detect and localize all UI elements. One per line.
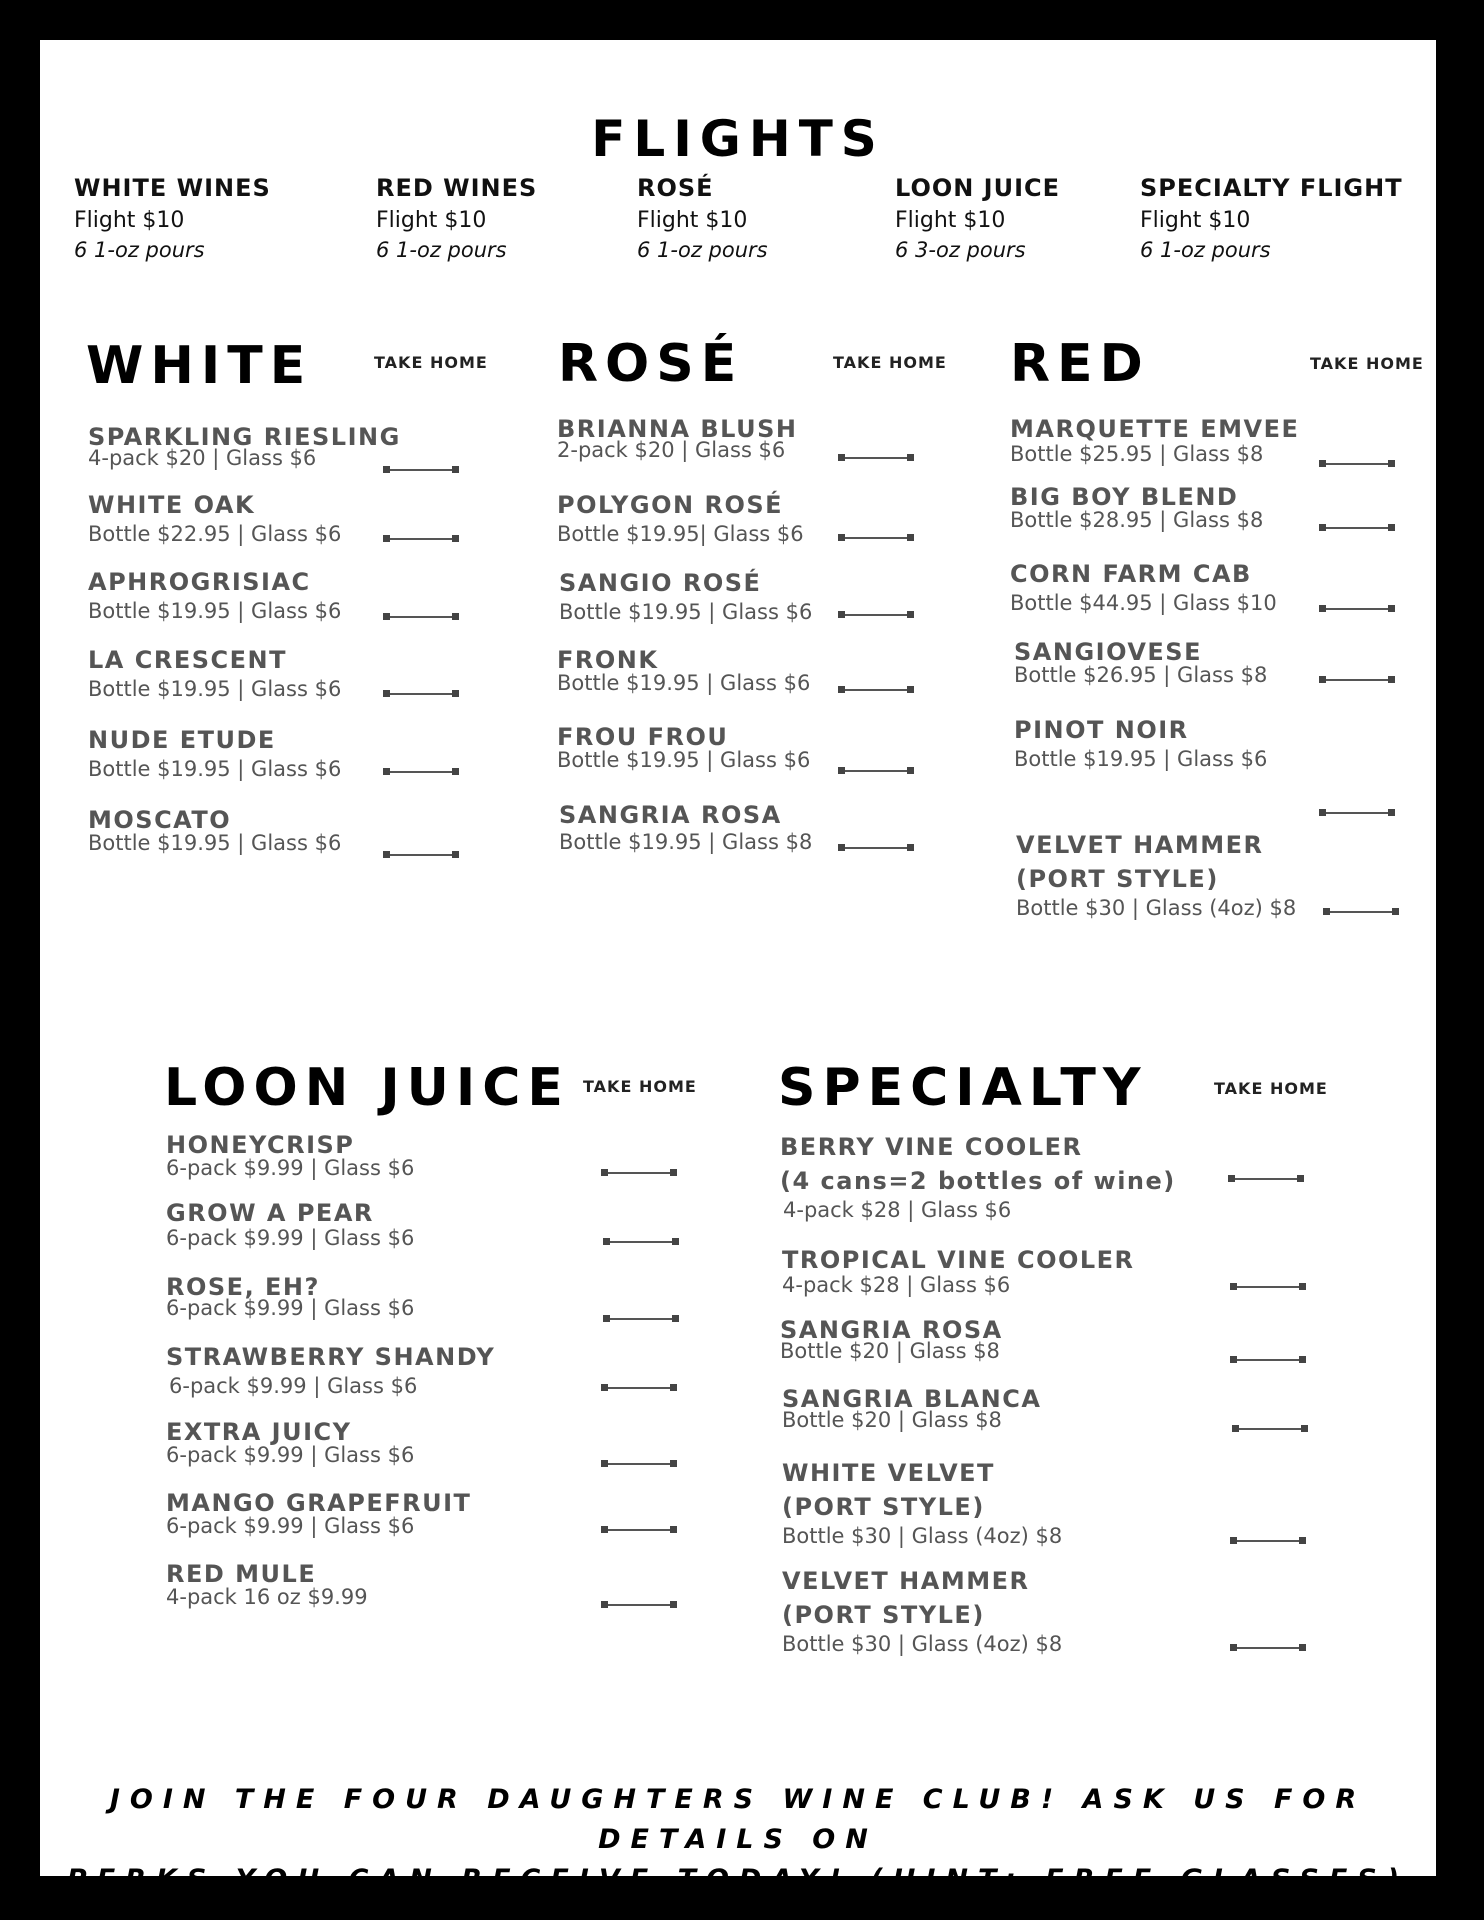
specialty-item bbox=[782, 1456, 1062, 1549]
item-price: Bottle $19.95| Glass $6 bbox=[557, 522, 804, 546]
flight-price: Flight $10 bbox=[376, 208, 487, 233]
item-price: Bottle $26.95 | Glass $8 bbox=[1014, 663, 1268, 687]
item-name: MARQUETTE EMVEE bbox=[1010, 415, 1300, 443]
take-home-line[interactable] bbox=[383, 851, 459, 859]
take-home-line[interactable] bbox=[1319, 605, 1395, 613]
item-name: SANGRIA BLANCA bbox=[782, 1385, 1042, 1413]
item-name: BIG BOY BLEND bbox=[1010, 483, 1239, 511]
item-price: 4-pack $28 | Glass $6 bbox=[783, 1198, 1012, 1222]
footer-line-2: PERKS YOU CAN RECEIVE TODAY! (HINT: FREE GLASSES) bbox=[66, 1864, 1410, 1895]
flight-pours: 6 1-oz pours bbox=[637, 238, 768, 262]
take-home-line[interactable] bbox=[1319, 524, 1395, 532]
item-price: Bottle $30 | Glass (4oz) $8 bbox=[782, 1632, 1063, 1656]
flight-price: Flight $10 bbox=[74, 208, 185, 233]
red-item bbox=[1010, 412, 1299, 467]
item-name: BRIANNA BLUSH bbox=[557, 415, 798, 443]
item-price: 6-pack $9.99 | Glass $6 bbox=[166, 1296, 415, 1320]
rose-item bbox=[557, 412, 797, 463]
flight-price: Flight $10 bbox=[895, 208, 1006, 233]
take-home-line[interactable] bbox=[1319, 809, 1395, 817]
red-item bbox=[1016, 828, 1296, 921]
white-item bbox=[88, 723, 341, 782]
item-name: GROW A PEAR bbox=[166, 1199, 374, 1227]
item-name: NUDE ETUDE bbox=[88, 726, 276, 754]
take-home-line[interactable] bbox=[383, 613, 459, 621]
item-name: SANGIO ROSÉ bbox=[559, 569, 762, 597]
specialty-item bbox=[782, 1243, 1135, 1298]
take-home-line[interactable] bbox=[838, 686, 914, 694]
flight-price: Flight $10 bbox=[637, 208, 748, 233]
flight-specialty bbox=[1140, 176, 1403, 261]
take-home-line[interactable] bbox=[838, 611, 914, 619]
loon-juice-item bbox=[166, 1486, 471, 1539]
item-price: Bottle $22.95 | Glass $6 bbox=[88, 522, 342, 546]
item-price: Bottle $19.95 | Glass $8 bbox=[559, 830, 813, 854]
item-name: STRAWBERRY SHANDY bbox=[166, 1343, 496, 1371]
red-section-title: RED bbox=[1010, 334, 1150, 394]
item-price: 6-pack $9.99 | Glass $6 bbox=[169, 1374, 418, 1398]
take-home-line[interactable] bbox=[1228, 1175, 1304, 1183]
item-price: 6-pack $9.99 | Glass $6 bbox=[166, 1514, 415, 1538]
white-section-title: WHITE bbox=[86, 336, 313, 396]
take-home-line[interactable] bbox=[383, 466, 459, 474]
take-home-label: TAKE HOME bbox=[1310, 354, 1424, 373]
item-price: 4-pack $28 | Glass $6 bbox=[782, 1273, 1011, 1297]
item-name: WHITE VELVET bbox=[782, 1459, 995, 1487]
flight-name: LOON JUICE bbox=[895, 174, 1061, 202]
flight-pours: 6 1-oz pours bbox=[376, 238, 507, 262]
item-name: SANGRIA ROSA bbox=[780, 1316, 1003, 1344]
item-name: SPARKLING RIESLING bbox=[88, 423, 401, 451]
specialty-item bbox=[780, 1130, 1176, 1223]
take-home-line[interactable] bbox=[838, 454, 914, 462]
red-item bbox=[1010, 557, 1277, 616]
flight-white-wines bbox=[74, 176, 271, 261]
loon-juice-item bbox=[166, 1557, 368, 1610]
specialty-item bbox=[782, 1382, 1041, 1433]
take-home-line[interactable] bbox=[601, 1169, 677, 1177]
flight-pours: 6 3-oz pours bbox=[895, 238, 1026, 262]
take-home-line[interactable] bbox=[383, 690, 459, 698]
take-home-line[interactable] bbox=[1230, 1644, 1306, 1652]
item-price: Bottle $19.95 | Glass $6 bbox=[557, 748, 811, 772]
flight-pours: 6 1-oz pours bbox=[74, 238, 205, 262]
item-price: Bottle $30 | Glass (4oz) $8 bbox=[1016, 896, 1297, 920]
take-home-label: TAKE HOME bbox=[1214, 1079, 1328, 1098]
take-home-line[interactable] bbox=[601, 1384, 677, 1392]
item-price: 4-pack 16 oz $9.99 bbox=[166, 1585, 368, 1609]
item-price: Bottle $19.95 | Glass $6 bbox=[88, 599, 342, 623]
item-name: WHITE OAK bbox=[88, 491, 256, 519]
item-name: FROU FROU bbox=[557, 723, 729, 751]
item-price: Bottle $25.95 | Glass $8 bbox=[1010, 442, 1264, 466]
flight-name: RED WINES bbox=[376, 174, 538, 202]
red-item bbox=[1014, 635, 1267, 688]
item-price: Bottle $19.95 | Glass $6 bbox=[557, 671, 811, 695]
item-price: Bottle $19.95 | Glass $6 bbox=[88, 831, 342, 855]
item-name: PINOT NOIR bbox=[1014, 716, 1189, 744]
take-home-line[interactable] bbox=[603, 1238, 679, 1246]
rose-item bbox=[557, 488, 804, 547]
flight-name: WHITE WINES bbox=[74, 174, 271, 202]
loon-juice-item bbox=[166, 1270, 414, 1321]
item-name: EXTRA JUICY bbox=[166, 1418, 352, 1446]
specialty-item bbox=[780, 1313, 1003, 1364]
item-name-line2: (PORT STYLE) bbox=[782, 1601, 985, 1629]
item-name: SANGIOVESE bbox=[1014, 638, 1202, 666]
loon-juice-item bbox=[166, 1340, 495, 1399]
specialty-item bbox=[782, 1564, 1062, 1657]
item-price: Bottle $20 | Glass $8 bbox=[782, 1408, 1002, 1432]
take-home-line[interactable] bbox=[1230, 1356, 1306, 1364]
loon-juice-item bbox=[166, 1196, 414, 1251]
white-item bbox=[88, 488, 341, 547]
flight-price: Flight $10 bbox=[1140, 208, 1251, 233]
item-name: APHROGRISIAC bbox=[88, 568, 311, 596]
take-home-line[interactable] bbox=[601, 1601, 677, 1609]
item-name: VELVET HAMMER bbox=[782, 1567, 1030, 1595]
item-name: SANGRIA ROSA bbox=[559, 801, 782, 829]
take-home-label: TAKE HOME bbox=[374, 353, 488, 372]
item-name-line2: (4 cans=2 bottles of wine) bbox=[780, 1167, 1176, 1195]
item-price: 6-pack $9.99 | Glass $6 bbox=[166, 1156, 415, 1180]
loon-juice-item bbox=[166, 1415, 414, 1468]
specialty-section-title: SPECIALTY bbox=[778, 1058, 1148, 1118]
take-home-label: TAKE HOME bbox=[583, 1077, 697, 1096]
red-item bbox=[1014, 713, 1267, 772]
red-item bbox=[1010, 480, 1263, 533]
item-price: Bottle $20 | Glass $8 bbox=[780, 1339, 1000, 1363]
menu-page bbox=[40, 40, 1436, 1895]
flight-rose bbox=[637, 176, 768, 261]
take-home-line[interactable] bbox=[383, 535, 459, 543]
take-home-line[interactable] bbox=[1232, 1425, 1308, 1433]
take-home-line[interactable] bbox=[601, 1460, 677, 1468]
item-price: Bottle $19.95 | Glass $6 bbox=[88, 757, 342, 781]
item-name: RED MULE bbox=[166, 1560, 317, 1588]
take-home-line[interactable] bbox=[1323, 908, 1399, 916]
item-price: Bottle $44.95 | Glass $10 bbox=[1010, 591, 1277, 615]
flight-name: ROSÉ bbox=[637, 174, 714, 202]
item-price: Bottle $30 | Glass (4oz) $8 bbox=[782, 1524, 1063, 1548]
item-name: VELVET HAMMER bbox=[1016, 831, 1264, 859]
item-price: 4-pack $20 | Glass $6 bbox=[88, 446, 317, 470]
take-home-line[interactable] bbox=[1230, 1537, 1306, 1545]
flight-name: SPECIALTY FLIGHT bbox=[1140, 174, 1403, 202]
take-home-line[interactable] bbox=[601, 1526, 677, 1534]
loon-juice-item bbox=[166, 1128, 414, 1181]
take-home-label: TAKE HOME bbox=[833, 353, 947, 372]
rose-item bbox=[559, 798, 812, 855]
white-item bbox=[88, 565, 341, 624]
item-price: 6-pack $9.99 | Glass $6 bbox=[166, 1443, 415, 1467]
take-home-line[interactable] bbox=[1319, 676, 1395, 684]
item-name: BERRY VINE COOLER bbox=[780, 1133, 1083, 1161]
rose-section-title: ROSÉ bbox=[558, 334, 744, 394]
flight-red-wines bbox=[376, 176, 537, 261]
item-name: HONEYCRISP bbox=[166, 1131, 355, 1159]
item-name: POLYGON ROSÉ bbox=[557, 491, 784, 519]
loon-juice-section-title: LOON JUICE bbox=[164, 1058, 570, 1118]
white-item bbox=[88, 420, 401, 471]
take-home-line[interactable] bbox=[603, 1315, 679, 1323]
take-home-line[interactable] bbox=[838, 534, 914, 542]
take-home-line[interactable] bbox=[383, 768, 459, 776]
item-name: FRONK bbox=[557, 646, 659, 674]
item-price: Bottle $19.95 | Glass $6 bbox=[88, 677, 342, 701]
item-price: Bottle $19.95 | Glass $6 bbox=[1014, 747, 1268, 771]
rose-item bbox=[557, 720, 810, 773]
item-name-line2: (PORT STYLE) bbox=[1016, 865, 1219, 893]
item-price: Bottle $28.95 | Glass $8 bbox=[1010, 508, 1264, 532]
white-item bbox=[88, 643, 341, 702]
take-home-line[interactable] bbox=[1230, 1283, 1306, 1291]
item-name-line2: (PORT STYLE) bbox=[782, 1493, 985, 1521]
item-name: MANGO GRAPEFRUIT bbox=[166, 1489, 472, 1517]
item-name: CORN FARM CAB bbox=[1010, 560, 1252, 588]
item-name: TROPICAL VINE COOLER bbox=[782, 1246, 1135, 1274]
flight-pours: 6 1-oz pours bbox=[1140, 238, 1271, 262]
item-name: ROSE, EH? bbox=[166, 1273, 320, 1301]
footer-line-1: JOIN THE FOUR DAUGHTERS WINE CLUB! ASK US FOR DETAILS ON bbox=[109, 1784, 1367, 1855]
flights-title: FLIGHTS bbox=[591, 110, 885, 168]
item-price: 2-pack $20 | Glass $6 bbox=[557, 438, 786, 462]
item-name: LA CRESCENT bbox=[88, 646, 287, 674]
item-name: MOSCATO bbox=[88, 806, 232, 834]
take-home-line[interactable] bbox=[838, 767, 914, 775]
rose-item bbox=[559, 566, 812, 625]
white-item bbox=[88, 803, 341, 856]
take-home-line[interactable] bbox=[838, 844, 914, 852]
item-price: Bottle $19.95 | Glass $6 bbox=[559, 600, 813, 624]
flight-loon-juice bbox=[895, 176, 1060, 261]
rose-item bbox=[557, 643, 810, 696]
wine-club-footer bbox=[40, 1780, 1436, 1900]
item-price: 6-pack $9.99 | Glass $6 bbox=[166, 1226, 415, 1250]
take-home-line[interactable] bbox=[1319, 460, 1395, 468]
